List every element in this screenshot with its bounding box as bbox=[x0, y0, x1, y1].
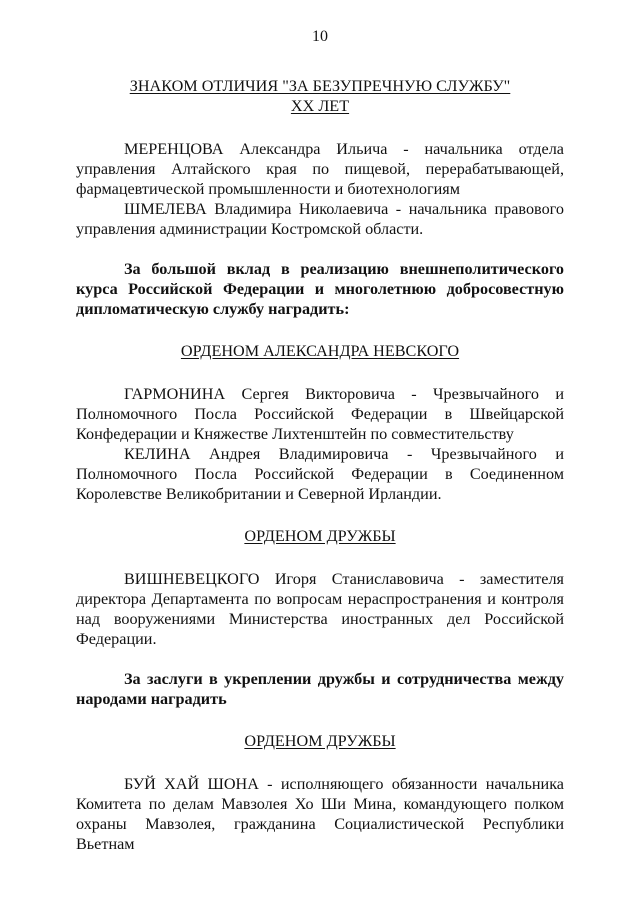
award-heading-line: ОРДЕНОМ ДРУЖБЫ bbox=[244, 527, 396, 545]
decree-statement: За большой вклад в реализацию внешнеполитического курса Российской Федерации и многолетнюю добросовестную дипломатическую службу наградить: bbox=[76, 260, 564, 318]
award-heading-service-medal bbox=[76, 76, 564, 116]
document-body bbox=[76, 76, 564, 854]
award-heading-line: ЗНАКОМ ОТЛИЧИЯ "ЗА БЕЗУПРЕЧНУЮ СЛУЖБУ" bbox=[129, 77, 511, 95]
award-heading-line: ОРДЕНОМ ДРУЖБЫ bbox=[244, 732, 396, 750]
recipient-entry: ШМЕЛЕВА Владимира Николаевича - начальника правового управления администрации Костромской области. bbox=[76, 200, 564, 238]
recipient-entry: КЕЛИНА Андрея Владимировича - Чрезвычайного и Полномочного Посла Российской Федерации в Соединенном Королевстве Великобритании и Северной Ирландии. bbox=[76, 445, 564, 503]
decree-statement: За заслуги в укреплении дружбы и сотрудничества между народами наградить bbox=[76, 670, 564, 708]
recipient-entry: ВИШНЕВЕЦКОГО Игоря Станиславовича - заместителя директора Департамента по вопросам нераспространения и контроля над вооружениями Министерства иностранных дел Российской Федерации. bbox=[76, 570, 564, 648]
recipient-entry: ГАРМОНИНА Сергея Викторовича - Чрезвычайного и Полномочного Посла Российской Федерации в Швейцарской Конфедерации и Княжестве Лихтенштейн по совместительству bbox=[76, 385, 564, 443]
award-heading-nevsky bbox=[76, 341, 564, 361]
recipient-entry: БУЙ ХАЙ ШОНА - исполняющего обязанности начальника Комитета по делам Мавзолея Хо Ши Мина, командующего полком охраны Мавзолея, гражданина Социалистической Республики Вьетнам bbox=[76, 775, 564, 853]
award-heading-line: XX ЛЕТ bbox=[290, 97, 350, 115]
award-heading-friendship bbox=[76, 526, 564, 546]
award-heading-line: ОРДЕНОМ АЛЕКСАНДРА НЕВСКОГО bbox=[180, 342, 460, 360]
award-heading-friendship bbox=[76, 731, 564, 751]
recipient-entry: МЕРЕНЦОВА Александра Ильича - начальника отдела управления Алтайского края по пищевой, перерабатывающей, фармацевтической промышленности и биотехнологиям bbox=[76, 140, 564, 198]
page-number: 10 bbox=[312, 28, 328, 45]
